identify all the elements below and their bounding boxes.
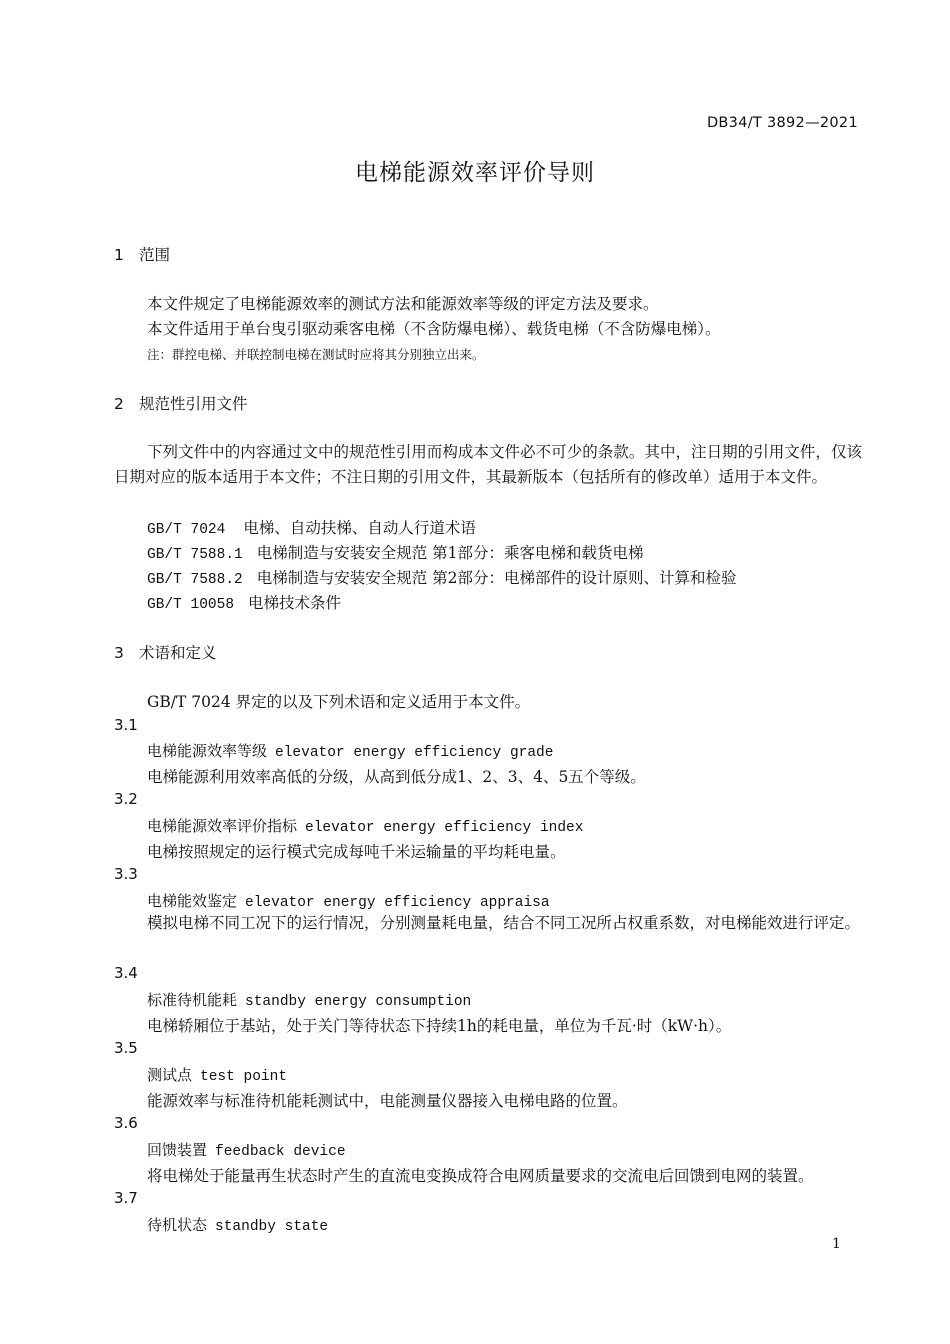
section-1-heading [114, 243, 170, 265]
term-definition: 能源效率与标准待机能耗测试中，电能测量仪器接入电梯电路的位置。 [147, 1092, 628, 1110]
reference-item [147, 541, 644, 563]
term-definition: 电梯按照规定的运行模式完成每吨千米运输量的平均耗电量。 [147, 843, 566, 861]
section-title: 术语和定义 [139, 644, 217, 662]
document-title: 电梯能源效率评价导则 [355, 160, 595, 186]
term-heading [147, 1139, 346, 1160]
term-chinese: 测试点 [147, 1066, 193, 1084]
page-number: 1 [832, 1236, 841, 1252]
term-heading [147, 890, 550, 911]
clause-number: 3.3 [114, 865, 138, 883]
term-heading [147, 815, 583, 836]
term-chinese: 标准待机能耗 [147, 991, 238, 1009]
term-english: standby state [215, 1219, 329, 1235]
reference-code: GB/T 7588.1 [147, 547, 243, 563]
reference-item [147, 591, 341, 613]
term-heading [147, 1214, 328, 1235]
reference-code: GB/T 7588.2 [147, 572, 243, 588]
term-chinese: 待机状态 [147, 1216, 208, 1234]
scope-note: 注：群控电梯、并联控制电梯在测试时应将其分别独立出来。 [147, 347, 485, 362]
section-title: 规范性引用文件 [139, 395, 248, 413]
term-definition: 将电梯处于能量再生状态时产生的直流电变换成符合电网质量要求的交流电后回馈到电网的装置。 [147, 1167, 814, 1185]
reference-title: 电梯制造与安装安全规范 第2部分：电梯部件的设计原则、计算和检验 [256, 569, 737, 587]
section-2-heading [114, 392, 248, 414]
term-chinese: 电梯能效鉴定 [147, 892, 238, 910]
term-definition: 电梯能源利用效率高低的分级，从高到低分成1、2、3、4、5五个等级。 [147, 768, 646, 786]
term-chinese: 回馈装置 [147, 1141, 208, 1159]
term-heading [147, 1064, 287, 1085]
clause-number: 3.1 [114, 716, 138, 734]
term-english: standby energy consumption [245, 994, 472, 1010]
section-number: 2 [114, 395, 124, 413]
term-english: elevator energy efficiency appraisa [245, 895, 550, 911]
term-english: feedback device [215, 1144, 346, 1160]
reference-code: GB/T 7024 [147, 522, 226, 538]
section-number: 3 [114, 644, 124, 662]
term-english: elevator energy efficiency grade [275, 745, 554, 761]
references-intro-paragraph: 下列文件中的内容通过文中的规范性引用而构成本文件必不可少的条款。其中，注日期的引用文件，仅该日期对应的版本适用于本文件；不注日期的引用文件，其最新版本（包括所有的修改单）适用于本文件。 [114, 443, 862, 486]
clause-number: 3.6 [114, 1114, 138, 1132]
term-english: test point [200, 1069, 288, 1085]
section-3-heading [114, 641, 217, 663]
reference-item [147, 566, 737, 588]
term-chinese: 电梯能源效率等级 [147, 742, 268, 760]
section-title: 范围 [139, 246, 171, 264]
reference-code: GB/T 10058 [147, 597, 235, 613]
terms-intro-paragraph: GB/T 7024 界定的以及下列术语和定义适用于本文件。 [147, 693, 531, 711]
term-chinese: 电梯能源效率评价指标 [147, 817, 298, 835]
term-definition: 电梯轿厢位于基站，处于关门等待状态下持续1h的耗电量，单位为千瓦·时（kW·h）。 [147, 1017, 732, 1035]
reference-item [147, 516, 476, 538]
term-english: elevator energy efficiency index [305, 820, 584, 836]
reference-title: 电梯、自动扶梯、自动人行道术语 [243, 519, 476, 537]
clause-number: 3.5 [114, 1039, 138, 1057]
clause-number: 3.2 [114, 790, 138, 808]
term-heading [147, 989, 471, 1010]
clause-number: 3.7 [114, 1189, 138, 1207]
scope-paragraph-1: 本文件规定了电梯能源效率的测试方法和能源效率等级的评定方法及要求。 [147, 295, 659, 313]
term-heading [147, 740, 553, 761]
document-number: DB34/T 3892—2021 [706, 115, 858, 131]
scope-paragraph-2: 本文件适用于单台曳引驱动乘客电梯（不含防爆电梯）、载货电梯（不含防爆电梯）。 [147, 320, 721, 338]
section-number: 1 [114, 246, 124, 264]
reference-title: 电梯技术条件 [248, 594, 342, 612]
term-definition: 模拟电梯不同工况下的运行情况，分别测量耗电量，结合不同工况所占权重系数，对电梯能效进行评定。 [147, 914, 861, 932]
reference-title: 电梯制造与安装安全规范 第1部分：乘客电梯和载货电梯 [256, 544, 644, 562]
clause-number: 3.4 [114, 964, 138, 982]
